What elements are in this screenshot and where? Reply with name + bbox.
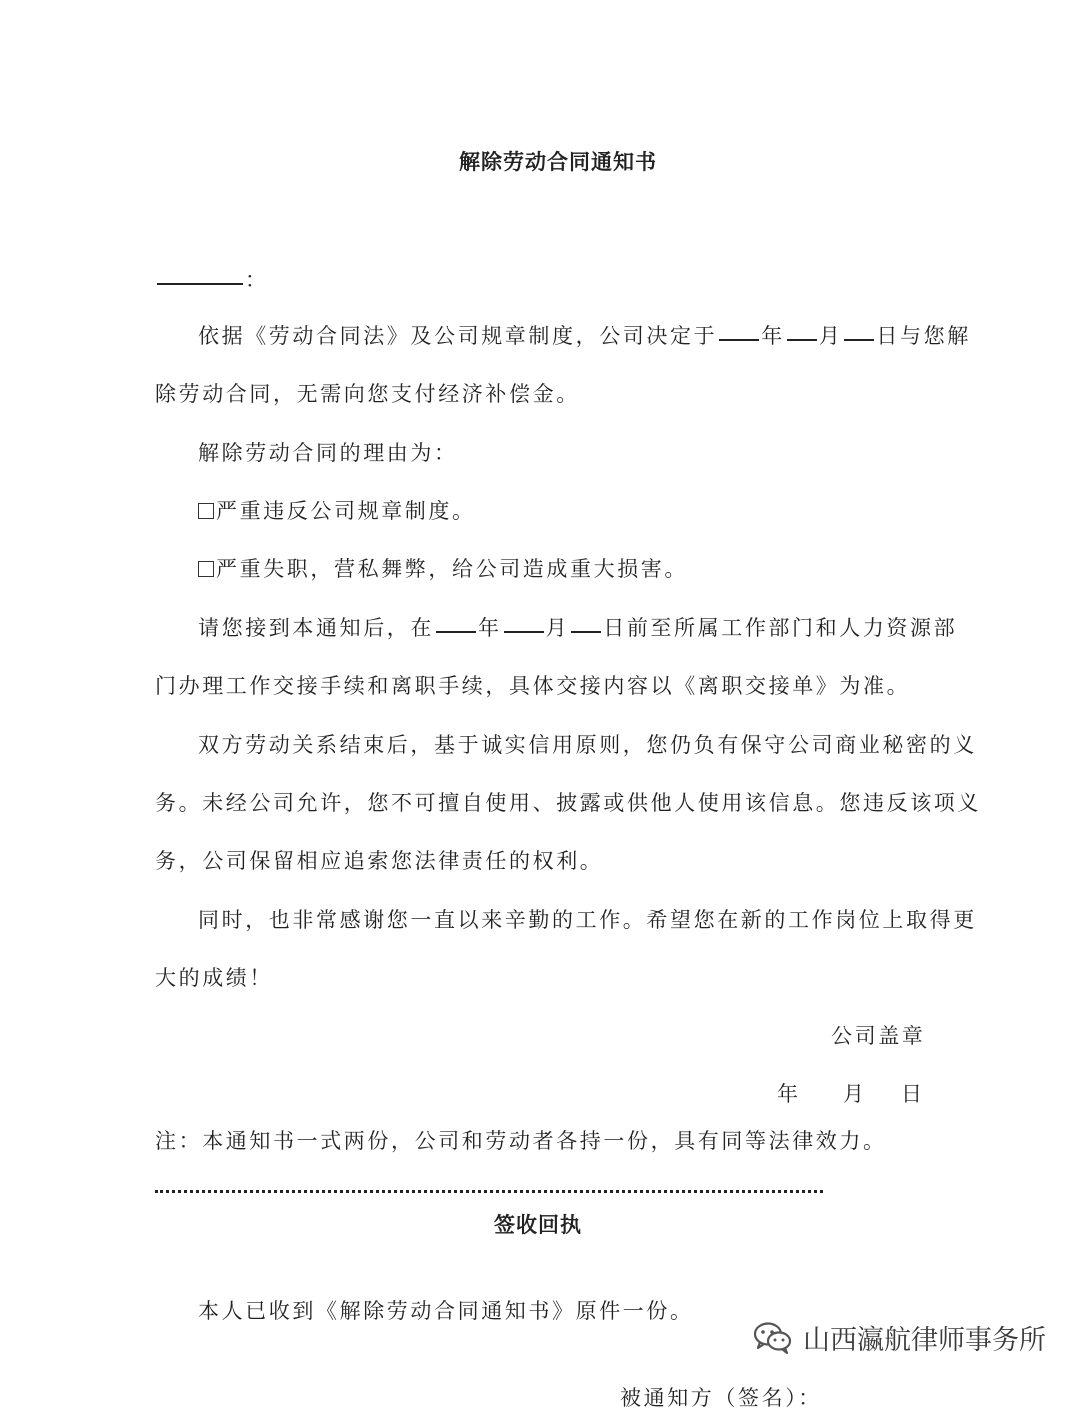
reason2-label: 严重失职，营私舞弊，给公司造成重大损害。 [216, 557, 688, 581]
date-month-label: 月 [843, 1082, 867, 1106]
para1-line2: 除劳动合同，无需向您支付经济补偿金。 [155, 382, 580, 406]
receipt-text: 本人已收到《解除劳动合同通知书》原件一份。 [198, 1299, 694, 1323]
watermark [753, 1318, 1046, 1357]
para5-line2: 大的成绩！ [155, 966, 273, 990]
para3-text-b: 日前至所属工作部门和人力资源部 [603, 616, 958, 640]
date-year-label: 年 [777, 1082, 801, 1106]
reason-item-1[interactable] [198, 495, 476, 525]
receipt-title: 签收回执 [494, 1212, 582, 1237]
wechat-icon [753, 1321, 793, 1355]
para4-line2: 务。未经公司允许，您不可擅自使用、披露或供他人使用该信息。您违反该项义 [155, 791, 981, 815]
cut-line-divider [155, 1190, 823, 1193]
month-blank [787, 338, 817, 341]
para1-line1 [198, 320, 971, 350]
para4-line3: 务，公司保留相应追索您法律责任的权利。 [155, 849, 604, 873]
reason1-label: 严重违反公司规章制度。 [216, 499, 476, 523]
para5-line1: 同时，也非常感谢您一直以来辛勤的工作。希望您在新的工作岗位上取得更 [198, 908, 977, 932]
date-day-label: 日 [901, 1082, 925, 1106]
handover-year-label: 年 [478, 616, 502, 640]
receipt-signer-label: 被通知方（签名）： [620, 1386, 822, 1410]
reason1-checkbox[interactable] [198, 503, 214, 519]
day-blank [844, 338, 874, 341]
day-label: 日与您解 [876, 324, 971, 348]
handover-month-blank [504, 630, 544, 633]
addressee-colon: ： [245, 268, 269, 292]
handover-year-blank [436, 630, 476, 633]
reason-item-2[interactable] [198, 553, 688, 583]
document-title: 解除劳动合同通知书 [459, 149, 657, 174]
addressee-blank [157, 282, 243, 285]
handover-month-label: 月 [545, 616, 570, 640]
year-blank [719, 338, 759, 341]
para3-line1 [198, 612, 957, 642]
note-text: 注：本通知书一式两份，公司和劳动者各持一份，具有同等法律效力。 [155, 1129, 887, 1153]
para4-line1: 双方劳动关系结束后，基于诚实信用原则，您仍负有保守公司商业秘密的义 [198, 733, 977, 757]
year-label: 年 [761, 324, 785, 348]
para1-text-a: 依据《劳动合同法》及公司规章制度，公司决定于 [198, 324, 718, 348]
reason2-checkbox[interactable] [198, 561, 214, 577]
para3-text-a: 请您接到本通知后，在 [198, 616, 434, 640]
company-seal-label: 公司盖章 [831, 1024, 926, 1048]
month-label: 月 [818, 324, 843, 348]
reasons-heading: 解除劳动合同的理由为： [198, 441, 458, 465]
para3-line2: 门办理工作交接手续和离职手续，具体交接内容以《离职交接单》为准。 [155, 674, 911, 698]
handover-day-blank [571, 630, 601, 633]
watermark-text: 山西瀛航律师事务所 [803, 1325, 1046, 1356]
addressee-line [155, 264, 269, 294]
